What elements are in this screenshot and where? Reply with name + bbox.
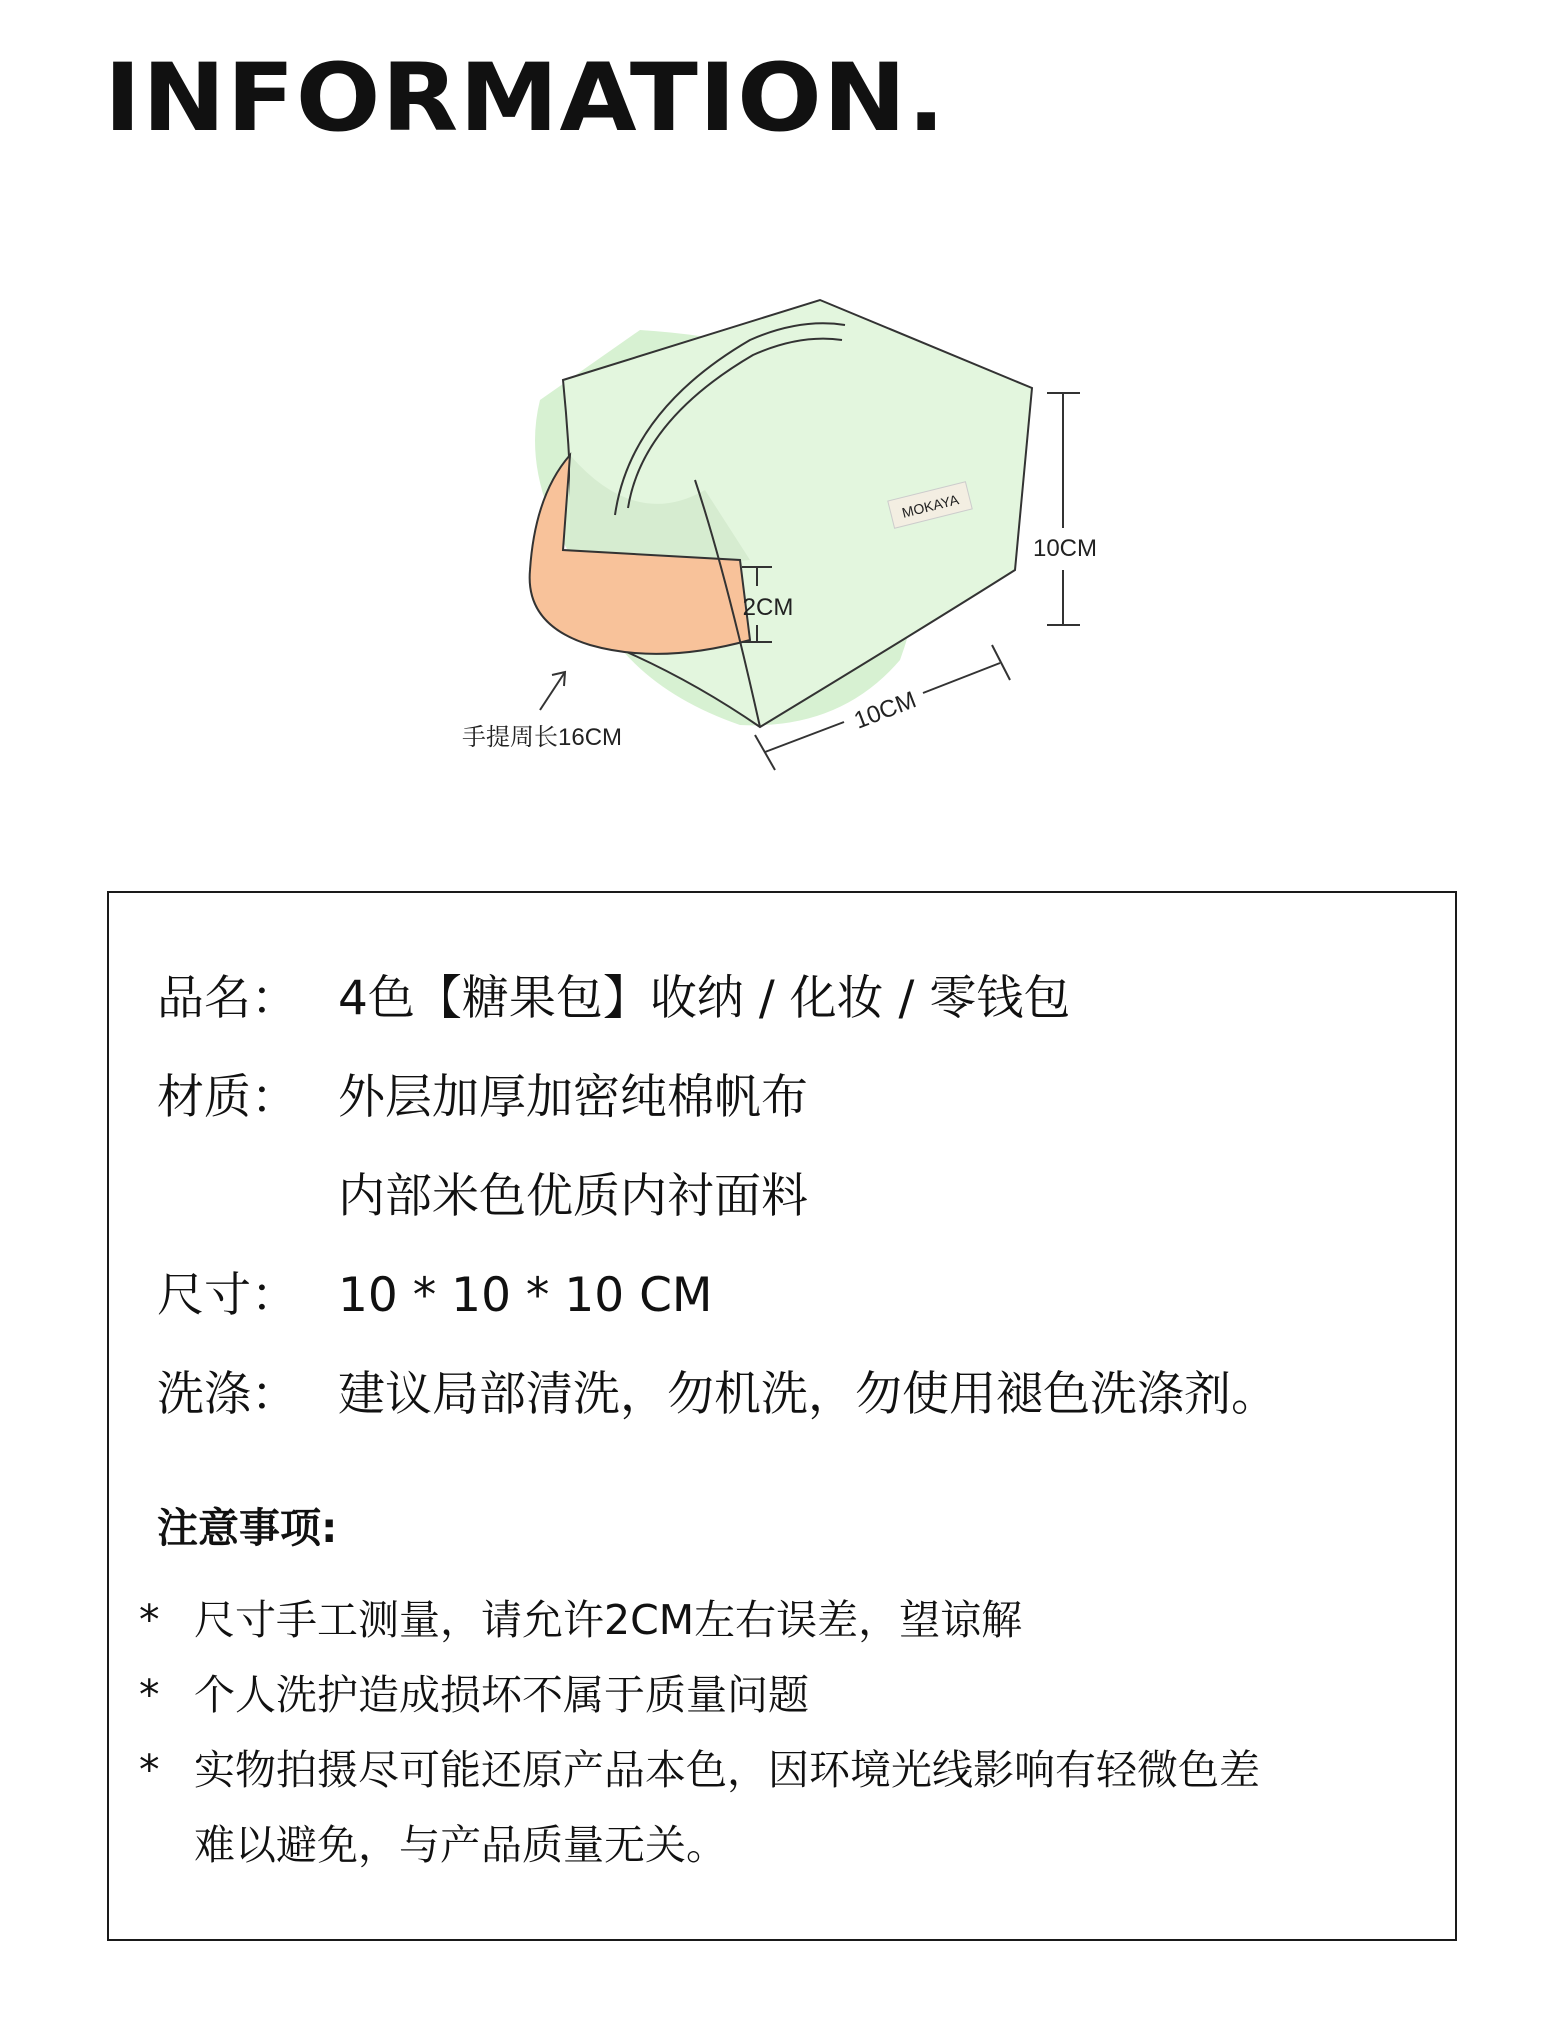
handle-width-label: 2CM bbox=[742, 594, 794, 621]
note-text: 尺寸手工测量，请允许2CM左右误差，望谅解 bbox=[194, 1596, 1023, 1644]
spec-label-name: 品名： bbox=[157, 971, 298, 1026]
handle-perimeter-label: 手提周长16CM bbox=[462, 724, 623, 751]
brand-label-text: MOKAYA bbox=[900, 491, 961, 521]
note-bullet: * bbox=[139, 1596, 160, 1644]
note-text: 个人洗护造成损坏不属于质量问题 bbox=[194, 1671, 809, 1719]
spec-value-lining: 内部米色优质内衬面料 bbox=[338, 1169, 808, 1224]
spec-value-size: 10 * 10 * 10 CM bbox=[338, 1268, 713, 1323]
spec-value-material: 外层加厚加密纯棉帆布 bbox=[338, 1070, 808, 1125]
note-continuation-text: 难以避免，与产品质量无关。 bbox=[194, 1821, 727, 1869]
spec-value-name: 4色【糖果包】收纳 / 化妆 / 零钱包 bbox=[338, 971, 1071, 1026]
perimeter-arrow-line bbox=[540, 672, 565, 710]
height-label: 10CM bbox=[1032, 535, 1098, 562]
width-line-left bbox=[765, 722, 844, 752]
page-title: INFORMATION. bbox=[104, 44, 947, 153]
spec-label-material: 材质： bbox=[157, 1070, 298, 1125]
notes-title: 注意事项: bbox=[157, 1504, 338, 1552]
width-label: 10CM bbox=[850, 686, 920, 735]
note-bullet: * bbox=[139, 1746, 160, 1794]
note-text: 实物拍摄尽可能还原产品本色，因环境光线影响有轻微色差 bbox=[194, 1746, 1260, 1794]
spec-value-washing: 建议局部清洗，勿机洗，勿使用褪色洗涤剂。 bbox=[338, 1367, 1278, 1422]
note-bullet: * bbox=[139, 1671, 160, 1719]
product-illustration bbox=[420, 270, 1140, 810]
width-line-right bbox=[923, 663, 1000, 693]
spec-label-washing: 洗涤： bbox=[157, 1367, 298, 1422]
spec-label-size: 尺寸： bbox=[157, 1268, 298, 1323]
info-box bbox=[107, 891, 1457, 1941]
width-tick-left bbox=[755, 735, 775, 770]
width-tick-right bbox=[992, 645, 1010, 680]
